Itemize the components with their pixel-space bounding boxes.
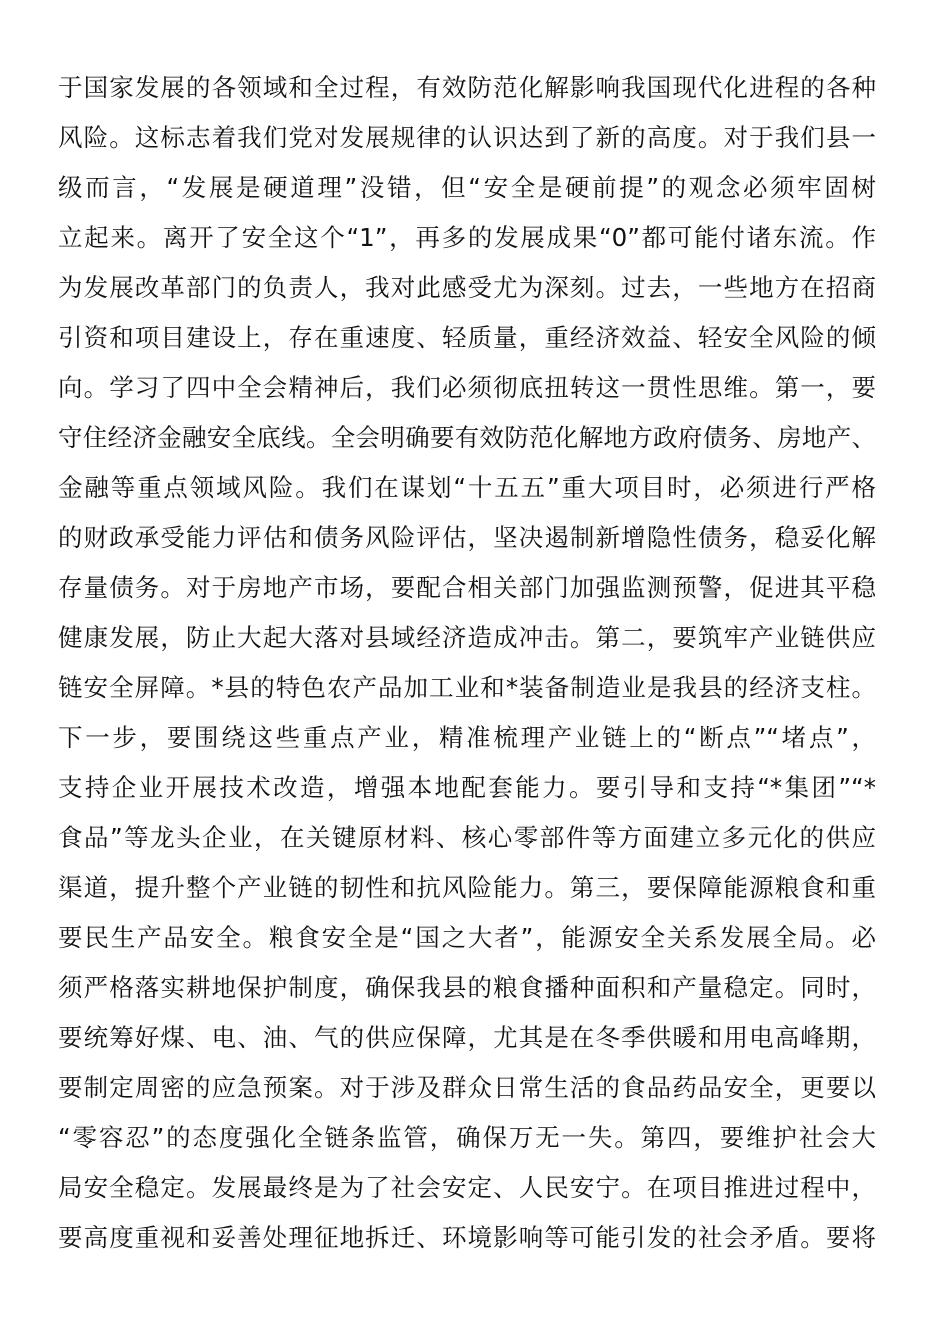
text-line: 守住经济金融安全底线。全会明确要有效防范化解地方政府债务、房地产、 — [58, 423, 876, 452]
text-line: 食品”等龙头企业，在关键原材料、核心零部件等方面建立多元化的供应 — [58, 823, 876, 852]
text-line: 下一步，要围绕这些重点产业，精准梳理产业链上的“断点”“堵点”， — [58, 723, 876, 752]
text-line: 健康发展，防止大起大落对县域经济造成冲击。第二，要筑牢产业链供应 — [58, 623, 876, 652]
text-line: 链安全屏障。*县的特色农产品加工业和*装备制造业是我县的经济支柱。 — [58, 673, 876, 702]
text-line: 金融等重点领域风险。我们在谋划“十五五”重大项目时，必须进行严格 — [58, 473, 876, 502]
text-line: 要高度重视和妥善处理征地拆迁、环境影响等可能引发的社会矛盾。要将 — [58, 1223, 876, 1252]
text-line: 为发展改革部门的负责人，我对此感受尤为深刻。过去，一些地方在招商 — [58, 273, 876, 302]
text-line: 要统筹好煤、电、油、气的供应保障，尤其是在冬季供暖和用电高峰期， — [58, 1023, 876, 1052]
text-line: 渠道，提升整个产业链的韧性和抗风险能力。第三，要保障能源粮食和重 — [58, 873, 876, 902]
text-line: “零容忍”的态度强化全链条监管，确保万无一失。第四，要维护社会大 — [58, 1123, 876, 1152]
text-line: 向。学习了四中全会精神后，我们必须彻底扭转这一贯性思维。第一，要 — [58, 373, 876, 402]
text-line: 支持企业开展技术改造，增强本地配套能力。要引导和支持“*集团”“* — [58, 773, 876, 802]
text-line: 的财政承受能力评估和债务风险评估，坚决遏制新增隐性债务，稳妥化解 — [58, 523, 876, 552]
text-line: 要制定周密的应急预案。对于涉及群众日常生活的食品药品安全，更要以 — [58, 1073, 876, 1102]
text-line: 存量债务。对于房地产市场，要配合相关部门加强监测预警，促进其平稳 — [58, 573, 876, 602]
text-line: 引资和项目建设上，存在重速度、轻质量，重经济效益、轻安全风险的倾 — [58, 323, 876, 352]
text-line: 风险。这标志着我们党对发展规律的认识达到了新的高度。对于我们县一 — [58, 123, 876, 152]
text-line: 于国家发展的各领域和全过程，有效防范化解影响我国现代化进程的各种 — [58, 73, 876, 102]
text-line: 须严格落实耕地保护制度，确保我县的粮食播种面积和产量稳定。同时， — [58, 973, 876, 1002]
text-line: 级而言，“发展是硬道理”没错，但“安全是硬前提”的观念必须牢固树 — [58, 173, 876, 202]
text-line: 局安全稳定。发展最终是为了社会安定、人民安宁。在项目推进过程中， — [58, 1173, 876, 1202]
text-line: 立起来。离开了安全这个“1”，再多的发展成果“0”都可能付诸东流。作 — [58, 223, 876, 252]
text-line: 要民生产品安全。粮食安全是“国之大者”，能源安全关系发展全局。必 — [58, 923, 876, 952]
